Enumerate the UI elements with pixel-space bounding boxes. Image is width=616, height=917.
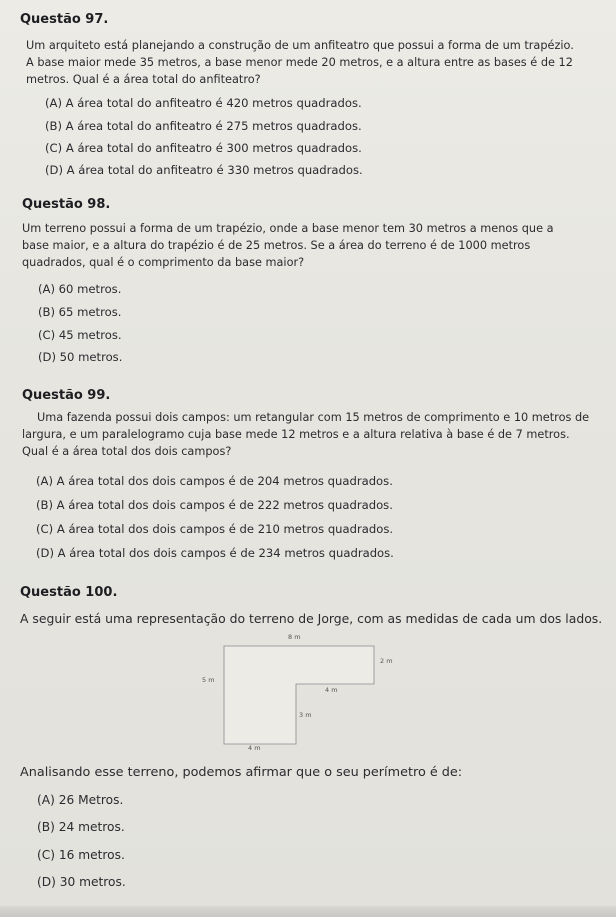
- q99-option-a: (A) A área total dos dois campos é de 204 metros quadrados.: [36, 474, 393, 488]
- q97-option-d: (D) A área total do anfiteatro é 330 metros quadrados.: [45, 163, 363, 177]
- q98-title: Questão 98.: [22, 197, 111, 212]
- q98-option-c: (C) 45 metros.: [38, 328, 122, 342]
- q99-option-d: (D) A área total dos dois campos é de 234 metros quadrados.: [36, 546, 394, 560]
- label-right: 2 m: [380, 657, 393, 665]
- q98-stem: Um terreno possui a forma de um trapézio, onde a base menor tem 30 metros a menos que a base maior, e a altura do trapézio é de 25 metros. Se a área do terreno é de 1000 metros quadrados, qual é o comprimento da base maior?: [22, 222, 554, 269]
- terrain-diagram: [192, 628, 412, 753]
- q97-stem: Um arquiteto está planejando a construção de um anfiteatro que possui a forma de um trapézio. A base maior mede 35 metros, a base menor mede 20 metros, e a altura entre as bases é de 12 metros. Qual é a área total do anfiteatro?: [26, 39, 574, 86]
- label-inner: 3 m: [299, 711, 312, 719]
- q98-option-b: (B) 65 metros.: [38, 305, 122, 319]
- q99-title: Questão 99.: [22, 388, 111, 403]
- q100-stem: A seguir está uma representação do terreno de Jorge, com as medidas de cada um dos lados.: [20, 611, 603, 626]
- page-bottom-edge: [0, 906, 616, 917]
- q98-option-d: (D) 50 metros.: [38, 350, 123, 364]
- q100-title: Questão 100.: [20, 585, 118, 600]
- q98-option-a: (A) 60 metros.: [38, 282, 122, 296]
- q100-option-d: (D) 30 metros.: [37, 875, 126, 889]
- terrain-outline: [224, 646, 374, 744]
- q97-title: Questão 97.: [20, 12, 109, 27]
- label-top: 8 m: [288, 633, 301, 641]
- q97-option-a: (A) A área total do anfiteatro é 420 metros quadrados.: [45, 96, 362, 110]
- q100-option-a: (A) 26 Metros.: [37, 793, 124, 807]
- q100-option-c: (C) 16 metros.: [37, 848, 125, 862]
- label-step: 4 m: [325, 686, 338, 694]
- label-left: 5 m: [202, 676, 215, 684]
- q97-option-c: (C) A área total do anfiteatro é 300 metros quadrados.: [45, 141, 362, 155]
- q99-option-b: (B) A área total dos dois campos é de 222 metros quadrados.: [36, 498, 393, 512]
- label-bottom: 4 m: [248, 744, 261, 752]
- q99-option-c: (C) A área total dos dois campos é de 210 metros quadrados.: [36, 522, 394, 536]
- q100-question: Analisando esse terreno, podemos afirmar que o seu perímetro é de:: [20, 765, 463, 780]
- q99-stem: Uma fazenda possui dois campos: um retangular com 15 metros de comprimento e 10 metros de largura, e um paralelogramo cuja base mede 12 metros e a altura relativa à base é de 7 metros. Qual é a área total dos dois campos?: [22, 411, 590, 458]
- q97-option-b: (B) A área total do anfiteatro é 275 metros quadrados.: [45, 119, 362, 133]
- q100-option-b: (B) 24 metros.: [37, 820, 125, 834]
